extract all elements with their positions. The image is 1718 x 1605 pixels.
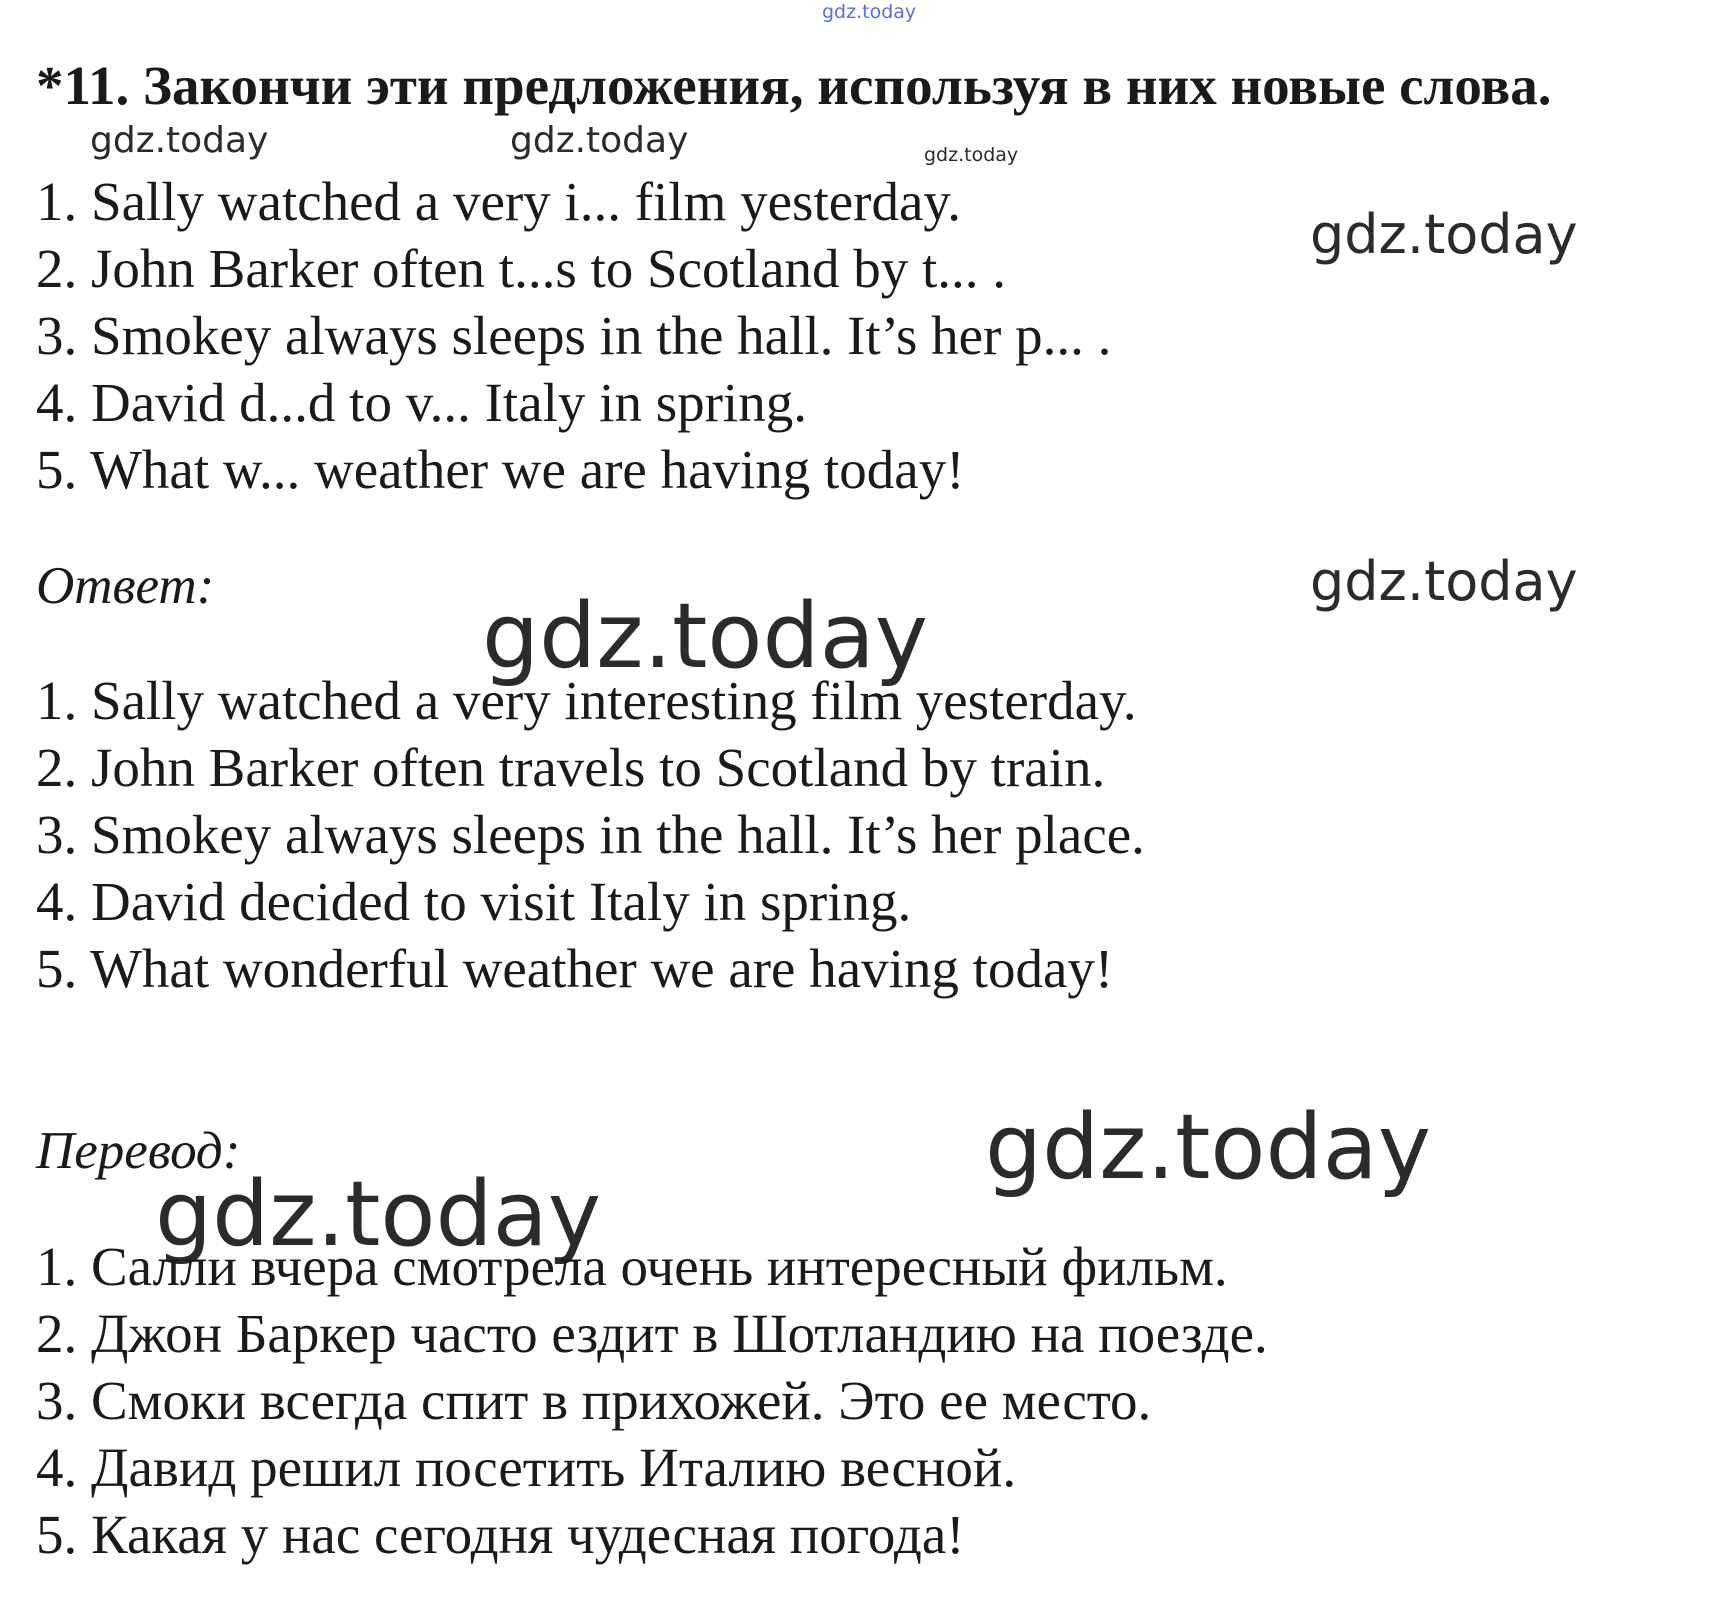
watermark: gdz.today xyxy=(924,144,1019,166)
answer-sentence: 4. David decided to visit Italy in spring. xyxy=(36,871,912,932)
translation-label: Перевод: xyxy=(36,1122,241,1180)
watermark: gdz.today xyxy=(155,1162,602,1267)
exercise-title: *11. Закончи эти предложения, используя в них новые слова. xyxy=(36,55,1552,116)
exercise-sentence: 4. David d...d to v... Italy in spring. xyxy=(36,372,807,433)
answer-label: Ответ: xyxy=(36,557,215,615)
exercise-sentence: 1. Sally watched a very i... film yesterday. xyxy=(36,171,962,232)
translation-sentence: 1. Салли вчера смотрела очень интересный фильм. xyxy=(36,1236,1228,1297)
translation-sentences xyxy=(36,1233,1268,1568)
answer-sentence: 5. What wonderful weather we are having today! xyxy=(36,938,1114,999)
exercise-sentence: 2. John Barker often t...s to Scotland by t... . xyxy=(36,238,1007,299)
answer-sentences xyxy=(36,667,1145,1002)
translation-sentence: 2. Джон Баркер часто ездит в Шотландию на поезде. xyxy=(36,1303,1268,1364)
translation-sentence: 3. Смоки всегда спит в прихожей. Это ее место. xyxy=(36,1370,1152,1431)
answer-sentence: 3. Smokey always sleeps in the hall. It’s her place. xyxy=(36,804,1145,865)
watermark: gdz.today xyxy=(482,584,929,689)
watermark: gdz.today xyxy=(985,1095,1432,1200)
watermark: gdz.today xyxy=(1310,550,1578,613)
answer-sentence: 1. Sally watched a very interesting film yesterday. xyxy=(36,670,1137,731)
exercise-sentence: 3. Smokey always sleeps in the hall. It’s her p... . xyxy=(36,305,1112,366)
watermark-top: gdz.today xyxy=(822,1,917,23)
watermark: gdz.today xyxy=(510,120,689,161)
watermark: gdz.today xyxy=(1310,203,1578,266)
translation-sentence: 4. Давид решил посетить Италию весной. xyxy=(36,1437,1017,1498)
answer-sentence: 2. John Barker often travels to Scotland by train. xyxy=(36,737,1106,798)
exercise-sentence: 5. What w... weather we are having today! xyxy=(36,439,965,500)
watermark: gdz.today xyxy=(90,120,269,161)
exercise-sentences xyxy=(36,168,1111,503)
translation-sentence: 5. Какая у нас сегодня чудесная погода! xyxy=(36,1504,965,1565)
